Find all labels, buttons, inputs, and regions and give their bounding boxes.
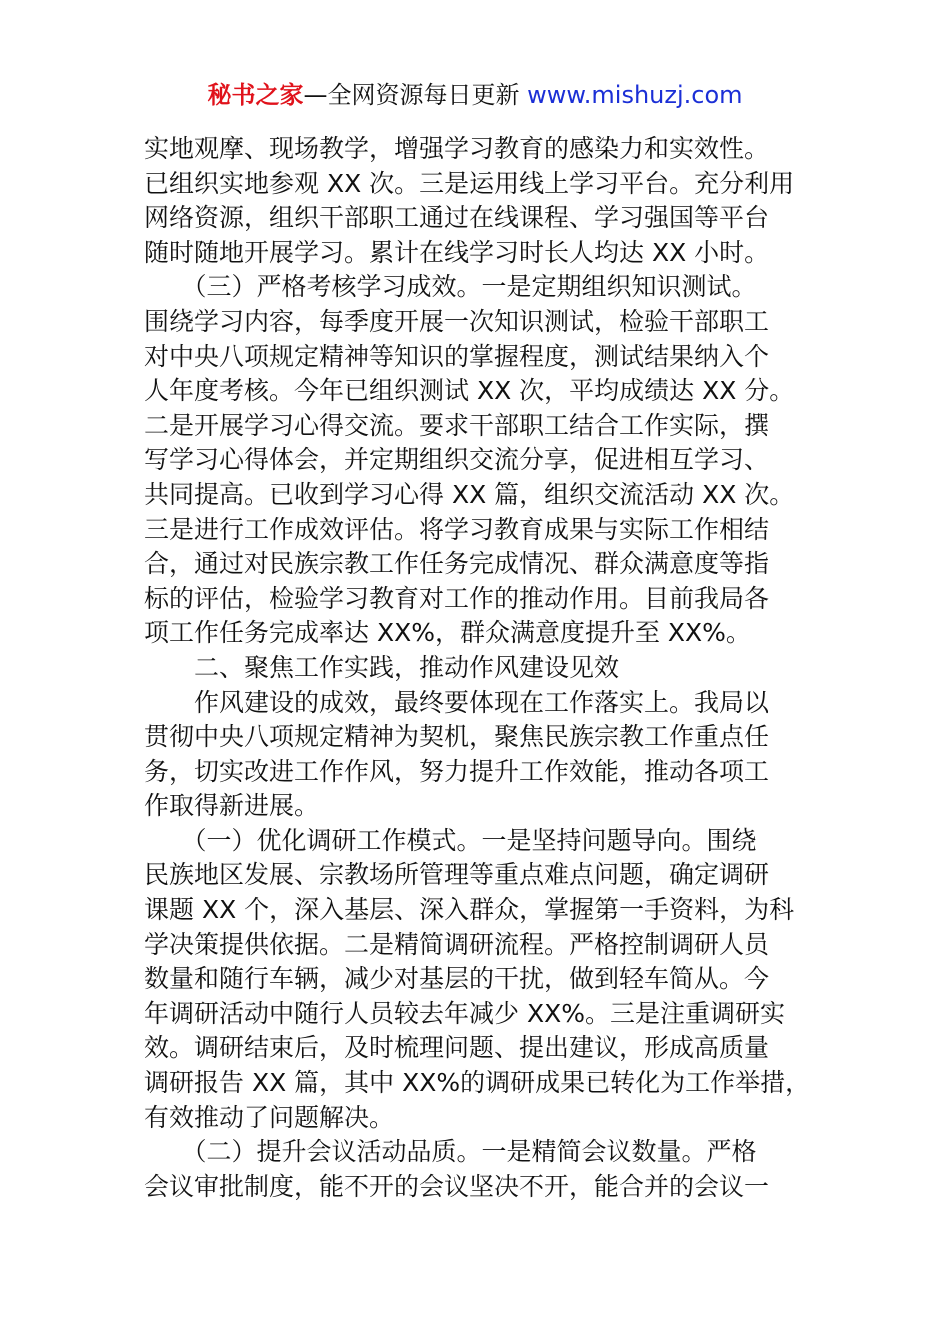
text-line: （一）优化调研工作模式。一是坚持问题导向。围绕 <box>144 825 757 855</box>
text-line: 数量和随行车辆，减少对基层的干扰，做到轻车简从。今 <box>144 964 770 994</box>
brand-name: 秘书之家 <box>207 81 304 109</box>
text-line: 标的评估，检验学习教育对工作的推动作用。目前我局各 <box>144 583 770 613</box>
text-line: 民族地区发展、宗教场所管理等重点难点问题，确定调研 <box>144 860 770 890</box>
text-line: 人年度考核。今年已组织测试 XX 次，平均成绩达 XX 分。 <box>144 376 795 406</box>
text-line: 网络资源，组织干部职工通过在线课程、学习强国等平台 <box>144 203 770 233</box>
text-line: 实地观摩、现场教学，增强学习教育的感染力和实效性。 <box>144 134 770 163</box>
text-line: 作取得新进展。 <box>144 791 320 821</box>
page-header <box>0 78 950 112</box>
text-line: 课题 XX 个，深入基层、深入群众，掌握第一手资料，为科 <box>144 895 795 925</box>
text-line: 二是开展学习心得交流。要求干部职工结合工作实际，撰 <box>144 410 770 440</box>
text-line: 学决策提供依据。二是精简调研流程。严格控制调研人员 <box>144 929 770 959</box>
text-line: 贯彻中央八项规定精神为契机，聚焦民族宗教工作重点任 <box>144 722 770 752</box>
website-link[interactable]: www.mishuzj.com <box>527 81 743 109</box>
text-line: 调研报告 XX 篇，其中 XX%的调研成果已转化为工作举措， <box>144 1068 811 1098</box>
text-line: 三是进行工作成效评估。将学习教育成果与实际工作相结 <box>144 514 770 544</box>
text-line: 作风建设的成效，最终要体现在工作落实上。我局以 <box>144 687 770 717</box>
text-line: 务，切实改进工作作风，努力提升工作效能，推动各项工 <box>144 756 770 786</box>
text-line: 年调研活动中随行人员较去年减少 XX%。三是注重调研实 <box>144 998 785 1028</box>
text-line: 写学习心得体会，并定期组织交流分享，促进相互学习、 <box>144 445 770 475</box>
text-line: 合，通过对民族宗教工作任务完成情况、群众满意度等指 <box>144 549 770 579</box>
section-heading: 二、聚焦工作实践，推动作风建设见效 <box>144 652 620 682</box>
text-line: （三）严格考核学习成效。一是定期组织知识测试。 <box>144 272 757 302</box>
text-line: 随时随地开展学习。累计在线学习时长人均达 XX 小时。 <box>144 237 770 267</box>
text-line: （二）提升会议活动品质。一是精简会议数量。严格 <box>144 1137 757 1167</box>
text-line: 项工作任务完成率达 XX%，群众满意度提升至 XX%。 <box>144 618 751 648</box>
header-tagline: —全网资源每日更新 <box>303 81 528 109</box>
text-line: 会议审批制度，能不开的会议坚决不开，能合并的会议一 <box>144 1171 770 1201</box>
document-body <box>144 132 812 1204</box>
text-line: 对中央八项规定精神等知识的掌握程度，测试结果纳入个 <box>144 341 770 371</box>
text-line: 共同提高。已收到学习心得 XX 篇，组织交流活动 XX 次。 <box>144 479 795 509</box>
text-line: 有效推动了问题解决。 <box>144 1102 395 1132</box>
text-line: 围绕学习内容，每季度开展一次知识测试，检验干部职工 <box>144 306 770 336</box>
text-line: 效。调研结束后，及时梳理问题、提出建议，形成高质量 <box>144 1033 770 1063</box>
text-line: 已组织实地参观 XX 次。三是运用线上学习平台。充分利用 <box>144 168 795 198</box>
